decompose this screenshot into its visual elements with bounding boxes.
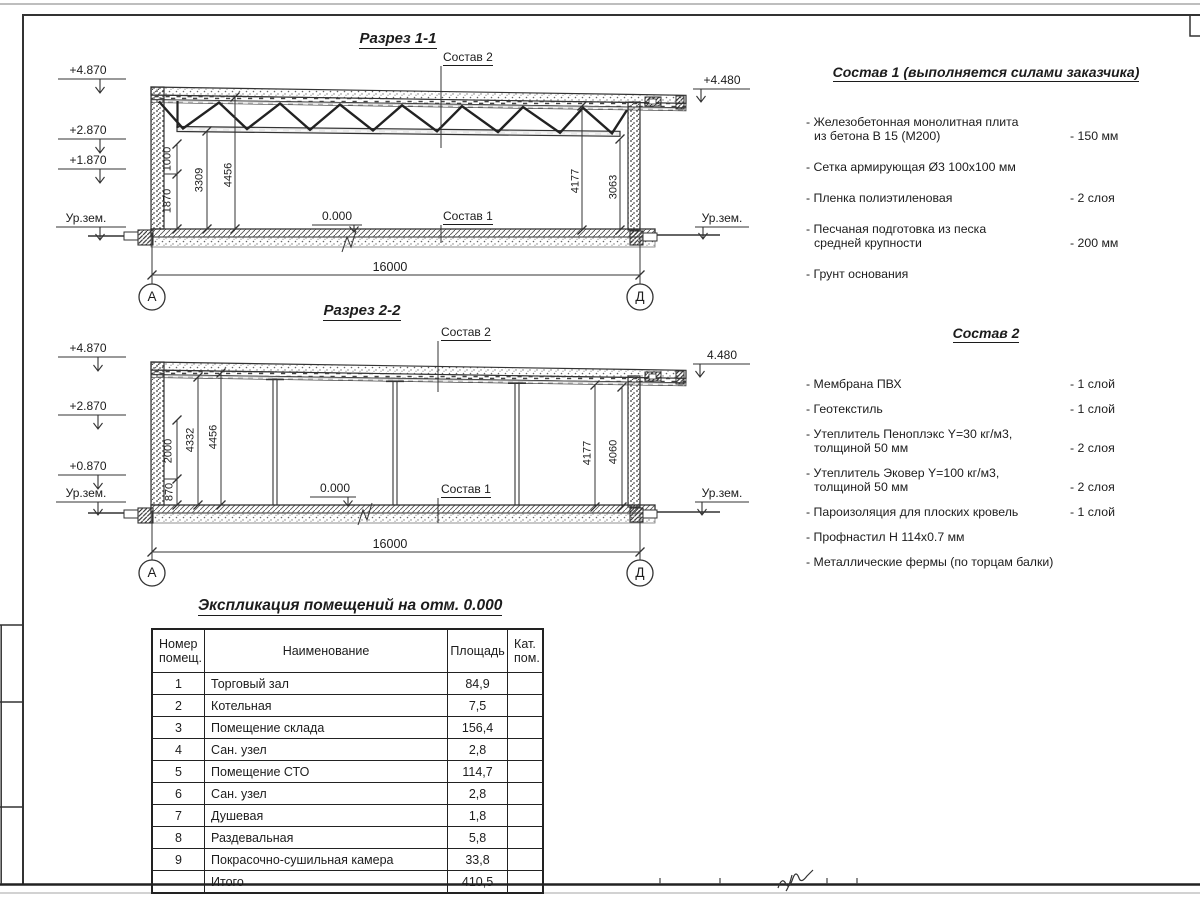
- axis-marker-d: Д: [635, 289, 645, 304]
- section2-sostav2-label: Состав 2: [441, 325, 491, 339]
- item-text: толщиной 50 мм: [814, 441, 909, 455]
- item-text: - Грунт основания: [806, 267, 909, 281]
- item-text: - Геотекстиль: [806, 402, 883, 416]
- axis-marker-a: А: [147, 289, 157, 304]
- explication-title: Экспликация помещений на отм. 0.000: [198, 597, 503, 614]
- section1-sostav2-label: Состав 2: [443, 50, 493, 64]
- composition1-list: [806, 115, 1166, 298]
- table-row: 5 Помещение СТО 114,7: [152, 761, 543, 783]
- composition-item: [806, 115, 1166, 143]
- composition-item: [806, 160, 1166, 174]
- section1-sostav1-label: Состав 1: [443, 209, 493, 223]
- item-text: толщиной 50 мм: [814, 480, 909, 494]
- item-quantity: - 2 слоя: [1070, 441, 1115, 455]
- elevation-mark: 4.480: [706, 348, 738, 362]
- vertical-dimension: 4177: [581, 440, 594, 466]
- vertical-dimension: 4456: [207, 424, 220, 450]
- vertical-dimension: 4456: [222, 162, 235, 188]
- item-text: - Металлические фермы (по торцам балки): [806, 555, 1054, 569]
- table-row: 2 Котельная 7,5: [152, 695, 543, 717]
- composition1-title: Состав 1 (выполняется силами заказчика): [832, 64, 1140, 80]
- vertical-dimension: 1870: [161, 188, 174, 214]
- vertical-dimension: 1000: [161, 146, 174, 172]
- item-text: - Песчаная подготовка из песка: [806, 222, 987, 236]
- column-header-category: Кат. пом.: [508, 629, 543, 673]
- vertical-dimension: 4060: [607, 439, 620, 465]
- table-row: 3 Помещение склада 156,4: [152, 717, 543, 739]
- table-row: 1 Торговый зал 84,9: [152, 673, 543, 695]
- table-row: 8 Раздевальная 5,8: [152, 827, 543, 849]
- composition2-title: Состав 2: [952, 325, 1020, 341]
- section2-sostav1-label: Состав 1: [441, 482, 491, 496]
- elevation-mark: +0.870: [69, 459, 107, 473]
- composition-item: [806, 267, 1166, 281]
- composition-item: [806, 427, 1166, 455]
- composition-item: [806, 377, 1166, 391]
- vertical-dimension: 2000: [162, 438, 175, 464]
- ground-level-mark: Ур.зем.: [65, 486, 107, 500]
- column-header-area: Площадь: [448, 629, 508, 673]
- composition-item: [806, 222, 1166, 250]
- elevation-mark: +1.870: [69, 153, 107, 167]
- item-text: средней крупности: [814, 236, 922, 250]
- table-row: 4 Сан. узел 2,8: [152, 739, 543, 761]
- vertical-dimension: 3063: [607, 174, 620, 200]
- signature-scribble: [778, 870, 813, 891]
- item-text: - Профнастил Н 114х0.7 мм: [806, 530, 965, 544]
- ground-level-mark: Ур.зем.: [701, 211, 743, 225]
- column-header-number: Номер помещ.: [152, 629, 205, 673]
- composition-item: [806, 505, 1166, 519]
- axis-marker-d: Д: [635, 565, 645, 580]
- table-row: 7 Душевая 1,8: [152, 805, 543, 827]
- table-row: 9 Покрасочно-сушильная камера 33,8: [152, 849, 543, 871]
- item-quantity: - 2 слоя: [1070, 191, 1115, 205]
- item-quantity: - 150 мм: [1070, 129, 1119, 143]
- composition-item: [806, 402, 1166, 416]
- elevation-mark: +2.870: [69, 123, 107, 137]
- composition-item: [806, 466, 1166, 494]
- composition2-list: [806, 377, 1166, 580]
- table-total-row: Итого 410,5: [152, 871, 543, 894]
- item-text: - Утеплитель Пеноплэкс Y=30 кг/м3,: [806, 427, 1013, 441]
- span-dimension: 16000: [372, 537, 408, 551]
- item-text: - Железобетонная монолитная плита: [806, 115, 1019, 129]
- elevation-mark: +4.870: [69, 63, 107, 77]
- span-dimension: 16000: [372, 260, 408, 274]
- composition-item: [806, 191, 1166, 205]
- section2-title: Разрез 2-2: [323, 302, 401, 319]
- composition-item: [806, 555, 1166, 569]
- elevation-mark: +4.480: [703, 73, 741, 87]
- item-quantity: - 1 слой: [1070, 377, 1115, 391]
- vertical-dimension: 4332: [184, 427, 197, 453]
- item-quantity: - 2 слоя: [1070, 480, 1115, 494]
- table-header-row: [152, 629, 543, 673]
- axis-marker-a: А: [147, 565, 157, 580]
- section1-zero-mark: 0.000: [321, 209, 353, 223]
- composition-item: [806, 530, 1166, 544]
- vertical-dimension: 4177: [569, 168, 582, 194]
- table-row: 6 Сан. узел 2,8: [152, 783, 543, 805]
- item-text: - Мембрана ПВХ: [806, 377, 902, 391]
- column-header-name: Наименование: [205, 629, 448, 673]
- ground-level-mark: Ур.зем.: [65, 211, 107, 225]
- elevation-mark: +4.870: [69, 341, 107, 355]
- vertical-dimension: 870: [163, 482, 176, 502]
- item-text: - Сетка армирующая Ø3 100х100 мм: [806, 160, 1016, 174]
- item-quantity: - 200 мм: [1070, 236, 1119, 250]
- item-text: - Пленка полиэтиленовая: [806, 191, 953, 205]
- item-text: из бетона В 15 (М200): [814, 129, 941, 143]
- section2-zero-mark: 0.000: [319, 481, 351, 495]
- item-quantity: - 1 слой: [1070, 402, 1115, 416]
- elevation-mark: +2.870: [69, 399, 107, 413]
- ground-level-mark: Ур.зем.: [701, 486, 743, 500]
- item-text: - Утеплитель Эковер Y=100 кг/м3,: [806, 466, 1000, 480]
- item-quantity: - 1 слой: [1070, 505, 1115, 519]
- section1-title: Разрез 1-1: [359, 30, 437, 47]
- item-text: - Пароизоляция для плоских кровель: [806, 505, 1019, 519]
- vertical-dimension: 3309: [193, 167, 206, 193]
- explication-table: [151, 628, 544, 894]
